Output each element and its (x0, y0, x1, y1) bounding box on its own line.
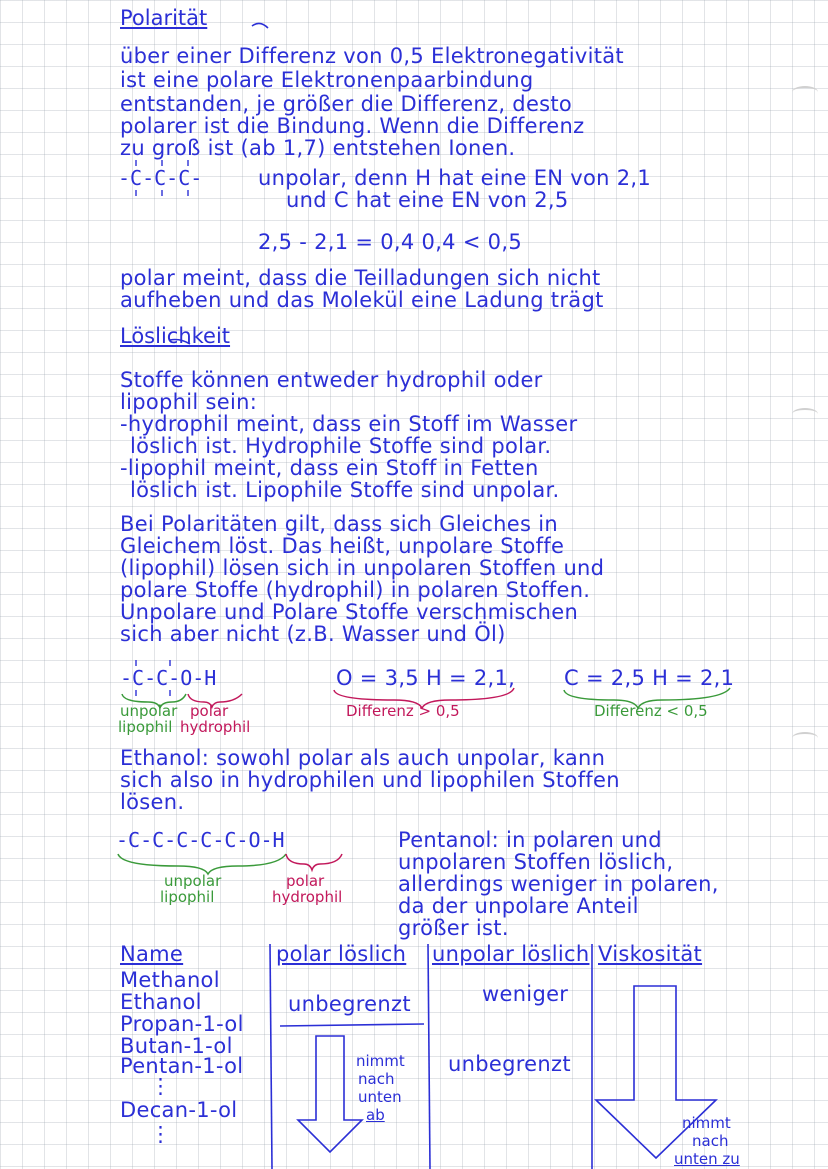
text-line: ist eine polare Elektronenpaarbindung (120, 68, 534, 92)
table-row-name: Methanol (120, 968, 220, 992)
text-line: sich aber nicht (z.B. Wasser und Öl) (120, 622, 506, 646)
polar-arrow-label: nimmt (356, 1052, 405, 1070)
polar-solubility-top: unbegrenzt (288, 992, 411, 1016)
en-difference-brace (564, 688, 730, 708)
text-line: aufheben und das Molekül eine Ladung trägt (120, 288, 604, 312)
heading-polaritaet: Polarität (120, 6, 208, 30)
unpolar-brace (122, 694, 186, 708)
table-grid (270, 944, 592, 1169)
text-line: größer ist. (398, 916, 509, 940)
hydrophil-label: hydrophil (272, 888, 343, 906)
text-line: löslich ist. Hydrophile Stoffe sind polar. (130, 434, 552, 458)
table-row-name: Ethanol (120, 990, 202, 1014)
text-line: entstanden, je größer die Differenz, desto (120, 92, 573, 116)
text-line: und C hat eine EN von 2,5 (286, 188, 569, 212)
text-line: löslich ist. Lipophile Stoffe sind unpolar. (130, 478, 560, 502)
difference-smaller: Differenz < 0,5 (594, 702, 708, 720)
viscosity-arrow-label: nach (692, 1132, 729, 1150)
text-line: Gleichem löst. Das heißt, unpolare Stoffe (120, 534, 565, 558)
text-line: (lipophil) lösen sich in unpolaren Stoffen und (120, 556, 605, 580)
unpolar-brace (118, 854, 286, 874)
hydrophil-label: hydrophil (180, 718, 251, 736)
unpolar-label: unpolar (164, 872, 222, 890)
viscosity-down-arrow (596, 986, 716, 1158)
en-values-ch: C = 2,5 H = 2,1 (564, 666, 735, 690)
text-line: lipophil sein: (120, 390, 258, 414)
heading-flourish (252, 23, 268, 28)
text-line: -lipophil meint, dass ein Stoff in Fetten (120, 456, 539, 480)
text-line: Unpolare und Polare Stoffe verschmischen (120, 600, 579, 624)
text-line: Pentanol: in polaren und (398, 828, 662, 852)
text-line: zu groß ist (ab 1,7) entstehen Ionen. (120, 136, 516, 160)
table-row-ellipsis: ⋮ (150, 1074, 172, 1098)
polar-down-arrow (298, 1036, 362, 1152)
unpolar-label: unpolar (120, 702, 178, 720)
polar-label: polar (286, 872, 325, 890)
table-row-ellipsis: ⋮ (150, 1122, 172, 1146)
table-row-name: Pentan-1-ol (120, 1054, 244, 1078)
text-line: -hydrophil meint, dass ein Stoff im Wasser (120, 412, 578, 436)
text-line: Bei Polaritäten gilt, dass sich Gleiches in (120, 512, 558, 536)
en-difference-brace (334, 688, 514, 708)
polar-arrow-label: ab (366, 1106, 385, 1124)
text-line: polare Stoffe (hydrophil) in polaren Stoffen. (120, 578, 591, 602)
unpolar-solubility-top: weniger (482, 982, 569, 1006)
table-header-unpolar: unpolar löslich (432, 942, 590, 966)
pentanol-formula: -C-C-C-C-C-O-H (116, 828, 285, 852)
text-line: über einer Differenz von 0,5 Elektronegativität (120, 44, 624, 68)
lipophil-label: lipophil (118, 718, 173, 736)
table-header-polar: polar löslich (276, 942, 407, 966)
table-row-name: Decan-1-ol (120, 1098, 238, 1122)
ethanol-formula: -C-C-O-H (120, 666, 217, 690)
table-row-name: Butan-1-ol (120, 1034, 233, 1058)
text-line: polar meint, dass die Teilladungen sich nicht (120, 266, 601, 290)
text-line: unpolaren Stoffen löslich, (398, 850, 674, 874)
text-line: lösen. (120, 790, 185, 814)
unpolar-solubility-mid: unbegrenzt (448, 1052, 571, 1076)
table-header-viskositaet: Viskosität (598, 942, 703, 966)
table-header-name: Name (120, 942, 184, 966)
heading-flourish (170, 340, 190, 345)
polar-brace (286, 854, 342, 870)
polar-label: polar (190, 702, 229, 720)
polar-arrow-label: unten (358, 1088, 402, 1106)
text-line: Stoffe können entweder hydrophil oder (120, 368, 543, 392)
viscosity-arrow-label: nimmt (682, 1114, 731, 1132)
viscosity-arrow-label: unten zu (674, 1150, 740, 1168)
difference-greater: Differenz > 0,5 (346, 702, 460, 720)
polar-brace (188, 694, 242, 707)
lipophil-label: lipophil (160, 888, 215, 906)
heading-loeslichkeit: Löslichkeit (120, 324, 231, 348)
text-line: polarer ist die Bindung. Wenn die Differenz (120, 114, 585, 138)
polar-arrow-label: nach (358, 1070, 395, 1088)
carbon-chain-formula: -C-C-C- (118, 166, 203, 190)
text-line: sich also in hydrophilen und lipophilen Stoffen (120, 768, 620, 792)
bond-ticks (136, 160, 188, 696)
text-line: da der unpolare Anteil (398, 894, 639, 918)
text-line: allerdings weniger in polaren, (398, 872, 719, 896)
en-values-oh: O = 3,5 H = 2,1, (336, 666, 516, 690)
en-calculation: 2,5 - 2,1 = 0,4 0,4 < 0,5 (258, 230, 522, 254)
text-line: unpolar, denn H hat eine EN von 2,1 (258, 166, 652, 190)
text-line: Ethanol: sowohl polar als auch unpolar, kann (120, 746, 606, 770)
table-row-name: Propan-1-ol (120, 1012, 244, 1036)
